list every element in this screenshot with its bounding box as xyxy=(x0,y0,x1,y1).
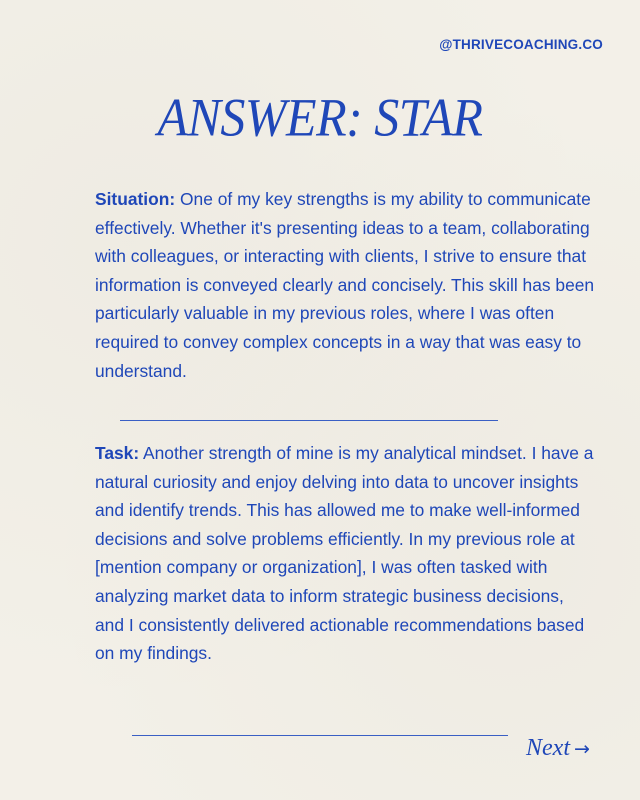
situation-text: One of my key strengths is my ability to communicate effectively. Whether it's presenting ideas to a team, collaborating with colleagues, or interacting with clients, I strive to ensure that information is conveyed clearly and concisely. This skill has been particularly valuable in my previous roles, where I was often required to convey complex concepts in a way that was easy to understand. xyxy=(95,189,595,381)
next-button[interactable] xyxy=(526,735,590,762)
footer-divider xyxy=(132,735,508,736)
section-divider xyxy=(120,420,498,421)
situation-label: Situation: xyxy=(95,189,176,209)
brand-handle: @THRIVECOACHING.CO xyxy=(439,37,603,52)
arrow-right-icon: → xyxy=(573,738,590,760)
task-text: Another strength of mine is my analytical mindset. I have a natural curiosity and enjoy delving into data to uncover insights and identify trends. This has allowed me to make well-informed decisions and solve problems efficiently. In my previous role at [mention company or organization], I was often tasked with analyzing market data to inform strategic business decisions, and I consistently delivered actionable recommendations based on my findings. xyxy=(95,443,594,664)
situation-paragraph xyxy=(95,185,595,385)
next-label: Next xyxy=(526,735,570,761)
page-title: ANSWER: STAR xyxy=(157,86,483,148)
task-paragraph xyxy=(95,439,595,668)
task-label: Task: xyxy=(95,443,140,463)
